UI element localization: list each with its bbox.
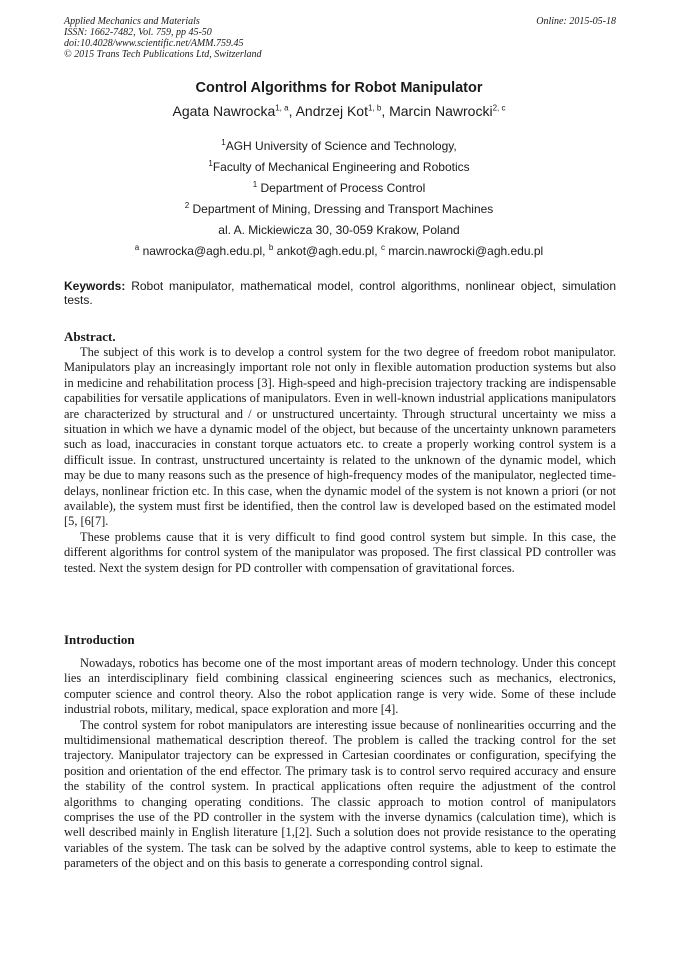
affiliation-text: AGH University of Science and Technology, [225, 139, 457, 153]
author-name: Andrzej Kot [295, 103, 368, 119]
affiliation-line [0, 160, 678, 174]
introduction-paragraph: The control system for robot manipulators are interesting issue because of nonlinearities occurring and the multidimensional mathematical description thereof. The problem is called the tracking control for the set trajectory. Manipulator trajectory can be expressed in Cartesian coordinates or configuration, specifying the position and orientation of the end effector. The primary task is to control servo required accuracy and ensure the stability of the control system. In practical applications often require the adjustment of the control algorithms to changing operating conditions. The classic approach to motion control of manipulators comprises the use of the PD controller in the system with the inverse dynamics (calculation time), which is well described mainly in English literature [1,[2]. Such a solution does not provide resistance to the operating variables of the system. The task can be solved by the adaptive control systems, able to keep to estimate the parameters of the object and on this basis to generate a corresponding control signal. [64, 717, 616, 871]
email-address[interactable]: marcin.nawrocki@agh.edu.pl [388, 244, 544, 258]
issn-line: ISSN: 1662-7482, Vol. 759, pp 45-50 [64, 27, 212, 38]
copyright-line: © 2015 Trans Tech Publications Ltd, Switzerland [64, 49, 262, 60]
affiliation-mark: 2 [184, 201, 190, 210]
keywords-block [64, 279, 616, 307]
email-line [0, 244, 678, 258]
abstract-paragraph: The subject of this work is to develop a control system for the two degree of freedom robot manipulator. Manipulators play an increasingly important role not only in flexible automation production systems but also in medicine and rehabilitation process [3]. High-speed and high-precision trajectory tracking are indispensable capabilities for versatile applications of manipulators. Even in well-known industrial applications manipulators are characterized by structural and / or unstructured uncertainty. Through structural uncertainty we miss a situation in which we have a dynamic model of the object, but because of the uncertainty unknown parameters such as load, inaccuracies in constant torque actuators etc. to create a properly working control system is a difficult issue. In contrast, unstructured uncertainty is related to the unknown of the dynamic model, which may be due to many reasons such as the presence of high-frequency modes of the manipulator, neglected time-delays, nonlinear friction etc. In this case, when the dynamic model of the system is not known a priori (or not available), the system must first be identified, then the control law is developed based on the estimated model [5, [6[7]. [64, 345, 616, 529]
keywords-text: Robot manipulator, mathematical model, control algorithms, nonlinear object, simulation tests. [64, 279, 616, 307]
email-address[interactable]: nawrocka@agh.edu.pl, [142, 244, 266, 258]
author-affiliation-mark: 1, b [367, 103, 382, 113]
introduction-heading: Introduction [64, 632, 135, 647]
email-mark: c [380, 243, 385, 252]
affiliation-mark: 1 [208, 159, 213, 168]
journal-name: Applied Mechanics and Materials [64, 16, 200, 27]
affiliation-text: Department of Process Control [260, 181, 426, 195]
introduction-paragraph: Nowadays, robotics has become one of the most important areas of modern technology. Under this concept lies an interdisciplinary field combining classical engineering sciences such as mechanics, electronics, computer science and control theory. Also the robot application range is very wide. Some of these include industrial robots, military, medical, space exploration and more [4]. [64, 656, 616, 717]
online-date: Online: 2015-05-18 [536, 16, 616, 27]
affiliation-mark: 1 [221, 138, 226, 147]
affiliation-text: al. A. Mickiewicza 30, 30-059 Krakow, Poland [218, 223, 460, 237]
author-name: Agata Nawrocka [172, 103, 276, 119]
keywords-label: Keywords: [64, 279, 126, 293]
author-affiliation-mark: 1, a [275, 103, 289, 113]
email-mark: b [268, 243, 274, 252]
abstract-body [64, 345, 616, 576]
affiliation-line [0, 139, 678, 153]
author-name: Marcin Nawrocki [389, 103, 493, 119]
journal-header [64, 16, 616, 60]
paper-title: Control Algorithms for Robot Manipulator [195, 80, 483, 96]
abstract-paragraph: These problems cause that it is very difficult to find good control system but simple. In this case, the different algorithms for control system of the manipulator was proposed. The first classical PD controller was tested. Next the system design for PD controller with compensation of gravitational forces. [64, 529, 616, 575]
doi-line: doi:10.4028/www.scientific.net/AMM.759.45 [64, 38, 244, 49]
email-address[interactable]: ankot@agh.edu.pl, [276, 244, 378, 258]
introduction-body [64, 656, 616, 872]
affiliation-text: Department of Mining, Dressing and Transport Machines [192, 202, 494, 216]
affiliation-line [0, 181, 678, 195]
affiliation-line [0, 202, 678, 216]
author-list: Agata Nawrocka$^{1, a}$, Andrzej Kot$^{1, b}$, Marcin Nawrocki$^{2, c}$ [172, 103, 506, 119]
abstract-heading: Abstract. [64, 329, 116, 344]
author-affiliation-mark: 2, c [492, 103, 506, 113]
affiliation-text: Faculty of Mechanical Engineering and Robotics [212, 160, 470, 174]
address-line [0, 223, 678, 237]
email-mark: a [134, 243, 140, 252]
affiliation-mark: 1 [252, 180, 258, 189]
